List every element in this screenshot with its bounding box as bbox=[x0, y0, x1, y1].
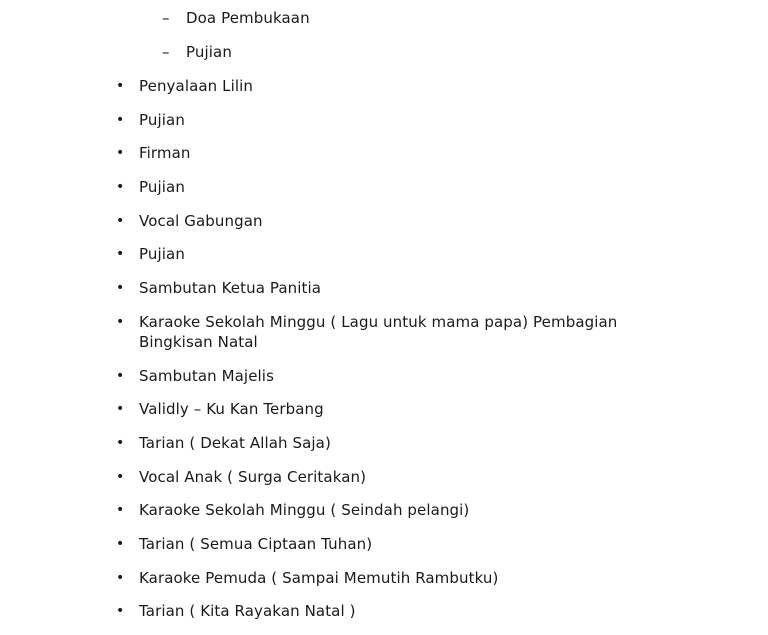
bullet-marker: • bbox=[116, 313, 125, 330]
sub-list-item-text: Doa Pembukaan bbox=[186, 9, 310, 27]
list-item-text: Tarian ( Kita Rayakan Natal ) bbox=[139, 602, 356, 621]
bullet-marker: • bbox=[116, 111, 125, 128]
list-item bbox=[116, 143, 656, 163]
list-item bbox=[116, 500, 656, 520]
sub-list-item bbox=[162, 8, 310, 28]
dash-marker: – bbox=[162, 42, 170, 61]
bullet-marker: • bbox=[116, 569, 125, 586]
list-item bbox=[116, 366, 656, 386]
list-item-text: Karaoke Sekolah Minggu ( Seindah pelangi) bbox=[139, 501, 470, 520]
list-item bbox=[116, 534, 656, 554]
list-item-text: Karaoke Pemuda ( Sampai Memutih Rambutku) bbox=[139, 568, 499, 587]
list-item bbox=[116, 433, 656, 453]
list-item bbox=[116, 244, 656, 264]
bullet-marker: • bbox=[116, 401, 125, 418]
list-item-text: Sambutan Ketua Panitia bbox=[139, 279, 322, 298]
dash-marker: – bbox=[162, 9, 170, 27]
list-item-text: Vocal Gabungan bbox=[139, 211, 263, 230]
bullet-marker: • bbox=[116, 502, 125, 519]
list-item bbox=[116, 177, 656, 197]
list-item-text: Validly – Ku Kan Terbang bbox=[139, 400, 324, 419]
sub-list bbox=[162, 8, 310, 75]
list-item-text: Firman bbox=[139, 144, 191, 163]
bullet-marker: • bbox=[116, 246, 125, 263]
list-item bbox=[116, 568, 656, 588]
list-item bbox=[116, 110, 656, 130]
bullet-marker: • bbox=[116, 78, 125, 94]
list-item-text: Penyalaan Lilin bbox=[139, 77, 254, 95]
list-item bbox=[116, 76, 656, 96]
list-item-text: Karaoke Sekolah Minggu ( Lagu untuk mama papa) Pembagian Bingkisan Natal bbox=[139, 312, 618, 351]
bullet-marker: • bbox=[116, 603, 125, 620]
list-item-text: Pujian bbox=[139, 178, 185, 197]
bullet-marker: • bbox=[116, 468, 125, 485]
list-item-text: Vocal Anak ( Surga Ceritakan) bbox=[139, 467, 367, 486]
list-item bbox=[116, 211, 656, 231]
program-list bbox=[116, 76, 656, 635]
bullet-marker: • bbox=[116, 280, 125, 297]
bullet-marker: • bbox=[116, 145, 125, 162]
sub-list-item-text: Pujian bbox=[186, 42, 232, 61]
bullet-marker: • bbox=[116, 434, 125, 451]
list-item bbox=[116, 278, 656, 298]
list-item bbox=[116, 467, 656, 487]
bullet-marker: • bbox=[116, 212, 125, 229]
list-item-text: Tarian ( Dekat Allah Saja) bbox=[139, 433, 331, 452]
list-item-text: Sambutan Majelis bbox=[139, 366, 274, 385]
list-item-text: Pujian bbox=[139, 245, 185, 264]
list-item bbox=[116, 399, 656, 419]
bullet-marker: • bbox=[116, 535, 125, 552]
list-item bbox=[116, 601, 656, 621]
list-item bbox=[116, 312, 656, 352]
list-item-text: Tarian ( Semua Ciptaan Tuhan) bbox=[139, 534, 373, 553]
bullet-marker: • bbox=[116, 179, 125, 196]
list-item-text: Pujian bbox=[139, 110, 185, 129]
bullet-marker: • bbox=[116, 367, 125, 384]
sub-list-item bbox=[162, 42, 310, 62]
